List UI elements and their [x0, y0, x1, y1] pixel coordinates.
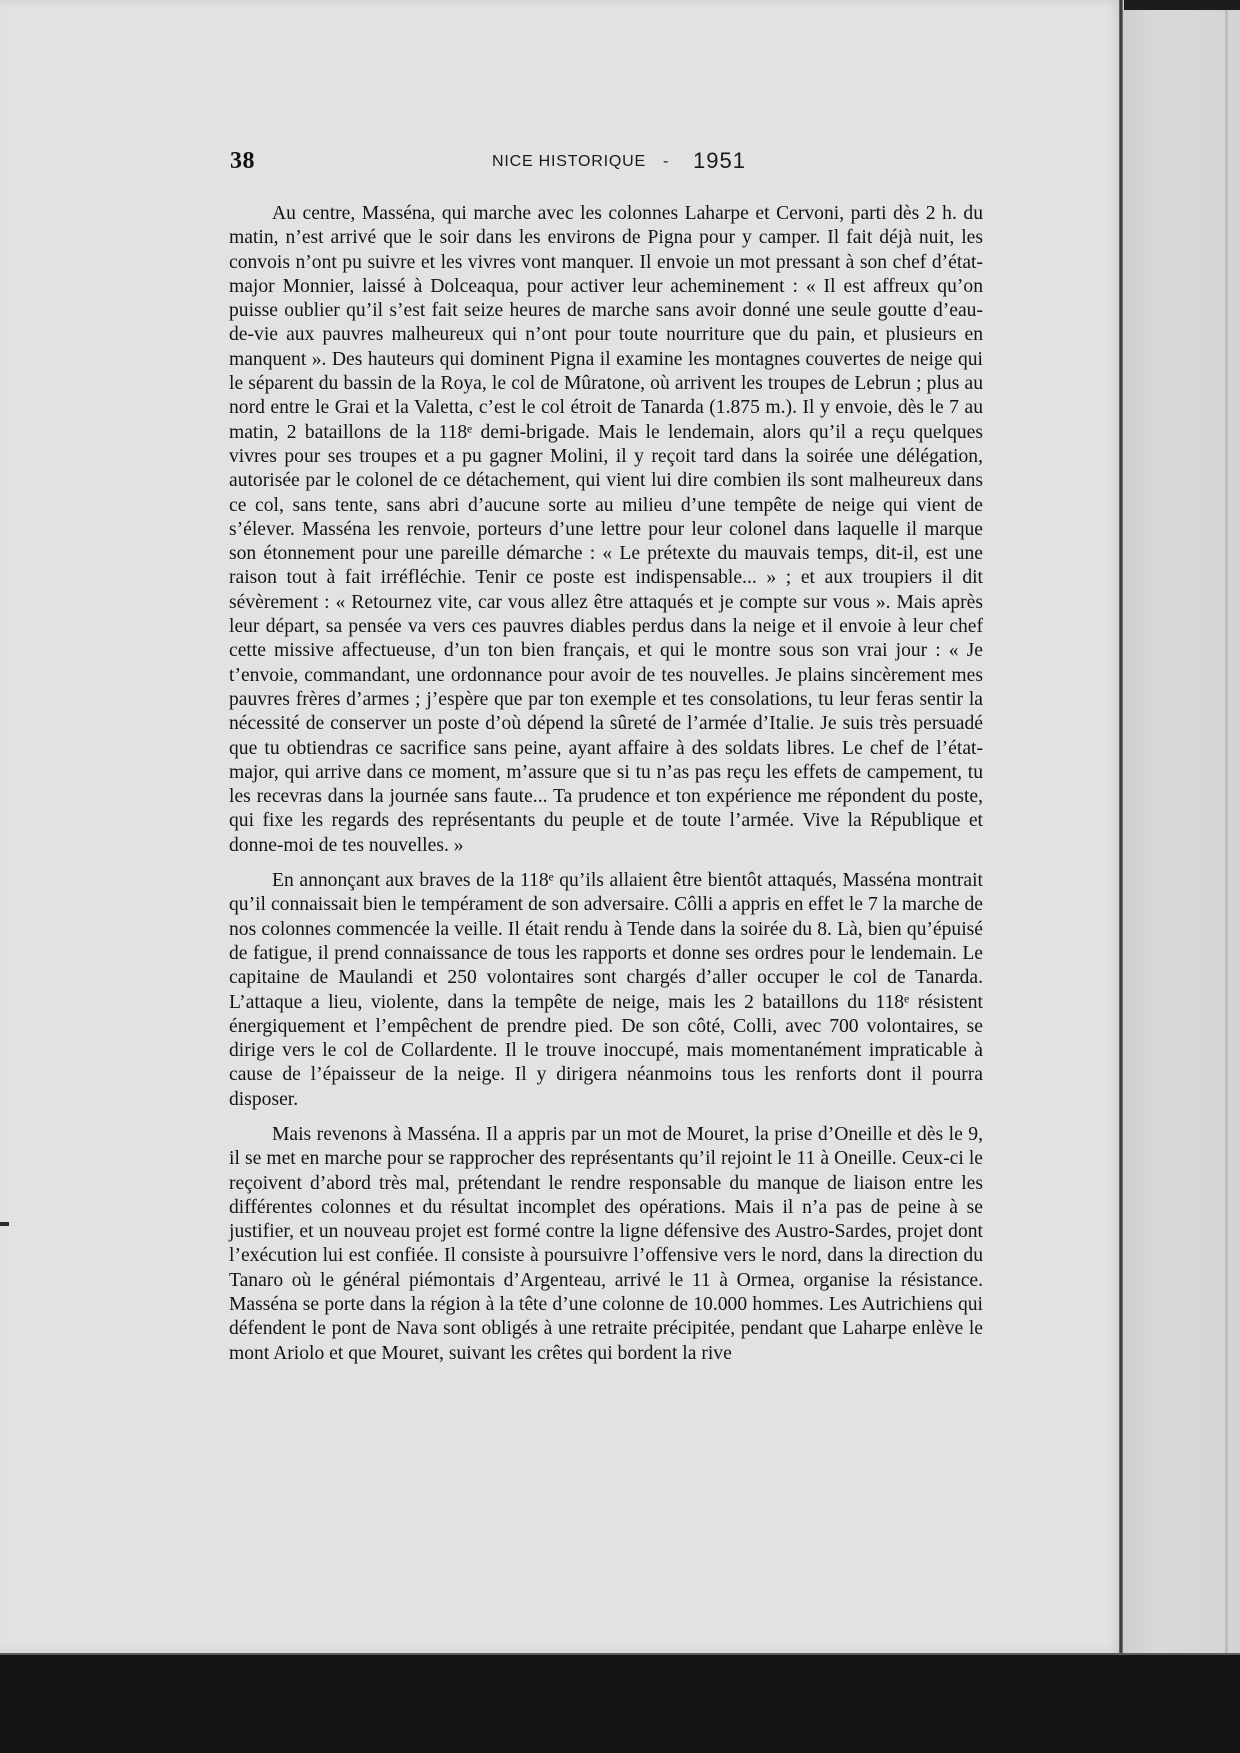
- running-header: [230, 148, 790, 184]
- paragraph-massena-centre: Au centre, Masséna, qui marche avec les colonnes Laharpe et Cervoni, parti dès 2 h. du matin, n’est arrivé que le soir dans les environs de Pigna pour y camper. Il fait déjà nuit, les convois n’ont pu suivre et les vivres vont manquer. Il envoie un mot pressant à son chef d’état-major Monnier, laissé à Dolceaqua, pour activer leur acheminement : « Il est affreux qu’on puisse oublier qu’il s’est fait seize heures de marche sans avoir donné une seule goutte d’eau-de-vie aux pauvres malheureux qui n’ont pour toute nourriture que du pain, et plusieurs en manquent ». Des hauteurs qui dominent Pigna il examine les montagnes couvertes de neige qui le séparent du bassin de la Roya, le col de Mûratone, où arrivent les troupes de Lebrun ; plus au nord entre le Grai et la Valetta, c’est le col étroit de Tanarda (1.875 m.). Il y envoie, dès le 7 au matin, 2 bataillons de la 118ᵉ demi-brigade. Mais le lendemain, alors qu’il a reçu quelques vivres pour ses troupes et a pu gagner Molini, il y reçoit tard dans la soirée une délégation, autorisée par le colonel de ce détachement, qui vient lui dire combien ils sont malheureux dans ce col, sans tente, sans abri d’aucune sorte au milieu d’une tempête de neige qui vient de s’élever. Masséna les renvoie, porteurs d’une lettre pour leur colonel dans laquelle il marque son étonnement pour une pareille démarche : « Le prétexte du mauvais temps, dit-il, est une raison tout à fait irréfléchie. Tenir ce poste est indispensable... » ; et aux troupiers il dit sévèrement : « Retournez vite, car vous allez être attaqués et je compte sur vous ». Mais après leur départ, sa pensée va vers ces pauvres diables perdus dans la neige et il envoie à leur chef cette missive affectueuse, d’un ton bien français, et qui le montre sous son vrai jour : « Je t’envoie, commandant, une ordonnance pour avoir de tes nouvelles. Je plains sincèrement mes pauvres frères d’armes ; j’espère que par ton exemple et tes consolations, tu leur feras sentir la nécessité de conserver un poste d’où dépend la sûreté de l’armée d’Italie. Je suis très persuadé que tu obtiendras ce sacrifice sans peine, ayant affaire à des soldats libres. Le chef de l’état-major, qui arrive dans ce moment, m’assure que si tu n’as pas reçu les effets de campement, tu les recevras dans la journée sans faute... Ta prudence et ton expérience me répondent du poste, qui fixe les regards des représentants du peuple et de toute l’armée. Vive la République et donne-moi de tes nouvelles. »: [229, 203, 983, 856]
- page-fold: [1119, 0, 1123, 1656]
- paragraph-massena-oneille: Mais revenons à Masséna. Il a appris par un mot de Mouret, la prise d’Oneille et dès le 9, il se met en marche pour se rapprocher des représentants qu’il rejoint le 11 à Oneille. Ceux-ci le reçoivent d’abord très mal, prétendant le rendre responsable du manque de liaison entre les différentes colonnes et du résultat incomplet des opérations. Mais il n’a pas de peine à se justifier, et un nouveau projet est formé contre la ligne défensive des Austro-Sardes, projet dont l’exécution lui est confiée. Il consiste à poursuivre l’offensive vers le nord, dans la direction du Tanaro où le général piémontais d’Argenteau, arrivé le 11 à Ormea, organise la résistance. Masséna se porte dans la région à la tête d’une colonne de 10.000 hommes. Les Autrichiens qui défendent le pont de Nava sont obligés à une retraite précipitée, pendant que Laharpe enlève le mont Ariolo et que Mouret, suivant les crêtes qui bordent la rive: [229, 1123, 983, 1364]
- header-separator: -: [663, 153, 669, 170]
- next-page-edge: [1122, 0, 1240, 1658]
- journal-title: NICE HISTORIQUE: [492, 153, 646, 170]
- page-number: 38: [230, 148, 255, 174]
- scan-bottom-band: [0, 1655, 1240, 1753]
- scan-top-strip: [1124, 0, 1240, 10]
- article-body: [229, 202, 983, 1377]
- paragraph-colli-attack: En annonçant aux braves de la 118ᵉ qu’ils allaient être bientôt attaqués, Masséna montrait qu’il connaissait bien le tempérament de son adversaire. Côlli a appris en effet le 7 la marche de nos colonnes commencée la veille. Il était rendu à Tende dans la soirée du 8. Là, bien qu’épuisé de fatigue, il prend connaissance de tous les rapports et donne ses ordres pour le lendemain. Le capitaine de Maulandi et 250 volontaires sont chargés d’aller occuper le col de Tanarda. L’attaque a lieu, violente, dans la tempête de neige, mais les 2 bataillons du 118ᵉ résistent énergiquement et l’empêchent de prendre pied. De son côté, Colli, avec 700 volontaires, se dirige vers le col de Collardente. Il le trouve inoccupé, mais momentanément impraticable à cause de l’épaisseur de la neige. Il y dirigera néanmoins tous les renforts dont il pourra disposer.: [229, 870, 983, 1110]
- binding-mark: [0, 1222, 9, 1226]
- journal-year: 1951: [693, 148, 746, 173]
- page-edge-shadow: [1225, 0, 1228, 1656]
